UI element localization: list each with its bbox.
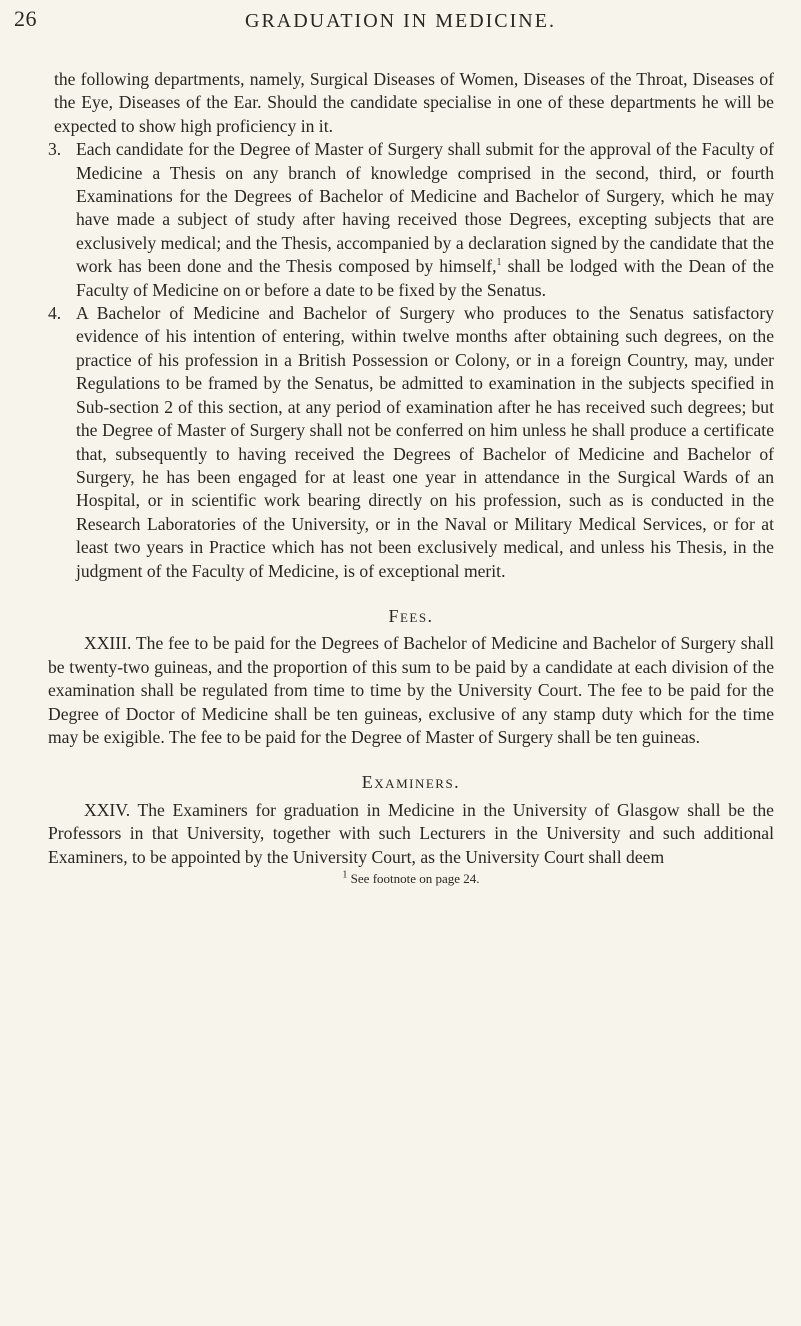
page-body (48, 68, 774, 887)
footnote-marker: 1 (342, 869, 348, 881)
clause-3-text-a: Each candidate for the Degree of Master of Surgery shall submit for the approval of the Faculty of Medicine a Thesis on any branch of knowledge comprised in the second, third, or fourth Examinations for the Degrees of Bachelor of Medicine and Bachelor of Surgery, which he may have made a subject of study after having received those Degrees, excepting subjects that are exclusively medical; and the Thesis, accompanied by a declaration signed by the candidate that the work has been done and the Thesis composed by himself, (76, 139, 774, 277)
continuation-paragraph: the following departments, namely, Surgical Diseases of Women, Diseases of the Throat, Diseases of the Eye, Diseases of the Ear. Should the candidate specialise in one of these departments he will be expected to show high proficiency in it. (54, 69, 774, 136)
examiners-paragraph: XXIV. The Examiners for graduation in Medicine in the University of Glasgow shall be the Professors in that University, together with such Lecturers in the University and such additional Examiners, to be appointed by the University Court, as the University Court shall deem (48, 799, 774, 867)
examiners-heading: Examiners. (361, 772, 461, 793)
clause-3-text (76, 138, 774, 302)
footnote-text: See footnote on page 24. (347, 871, 480, 886)
fees-heading: Fees. (388, 605, 434, 626)
clause-4 (48, 302, 774, 583)
fees-paragraph: XXIII. The fee to be paid for the Degrees of Bachelor of Medicine and Bachelor of Surgery shall be twenty-two guineas, and the proportion of this sum to be paid by a candidate at each division of the examination shall be regulated from time to time by the University Court. The fee to be paid for the Degree of Doctor of Medicine shall be ten guineas, exclusive of any stamp duty which for the time may be exigible. The fee to be paid for the Degree of Master of Surgery shall be ten guineas. (48, 633, 774, 747)
running-title: GRADUATION IN MEDICINE. (245, 10, 556, 32)
footnote (48, 871, 774, 887)
page-number: 26 (14, 6, 37, 31)
clause-3-text-b: shall be lodged with the Dean of the Faculty of Medicine on or before a date to be fixed by the Senatus. (76, 256, 774, 300)
footnote-reference: 1 (496, 257, 502, 269)
clause-3-number: 3. (48, 139, 62, 160)
clause-4-text: A Bachelor of Medicine and Bachelor of Surgery who produces to the Senatus satisfactory evidence of his intention of entering, within twelve months after obtaining such degrees, on the practice of his profession in a British Possession or Colony, or in a foreign Country, may, under Regulations to be framed by the Senatus, be admitted to examination in the subjects specified in Sub-section 2 of this section, at any period of examination after he has received such degrees; but the Degree of Master of Surgery shall not be conferred on him unless he shall produce a certificate that, subsequently to having received the Degrees of Bachelor of Medicine and Bachelor of Surgery, he has been engaged for at least one year in attendance in the Surgical Wards of an Hospital, or in scientific work bearing directly on his profession, such as is conducted in the Research Laboratories of the University, or in the Naval or Military Medical Services, or for at least two years in Practice which has not been exclusively medical, and unless his Thesis, in the judgment of the Faculty of Medicine, is of exceptional merit. (76, 303, 774, 581)
clause-4-number: 4. (48, 303, 62, 324)
clause-3 (48, 138, 774, 302)
